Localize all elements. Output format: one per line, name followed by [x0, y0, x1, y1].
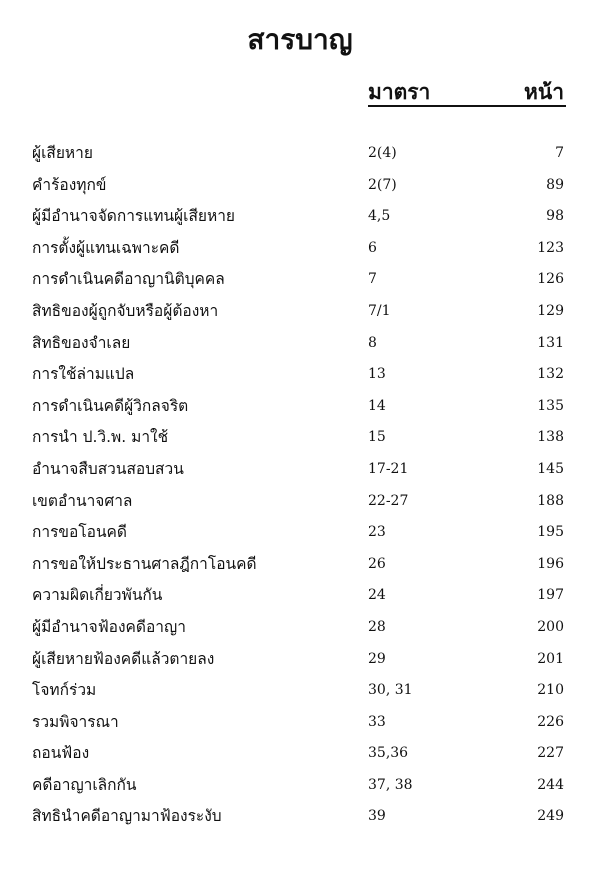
toc-entry	[32, 802, 568, 834]
entry-topic: รวมพิจารณา	[32, 712, 119, 731]
entry-topic: การดำเนินคดีอาญานิติบุคคล	[32, 270, 225, 289]
entry-section: 7/1	[368, 302, 391, 319]
entry-topic: การขอให้ประธานศาลฎีกาโอนคดี	[32, 554, 257, 573]
entry-section: 37, 38	[368, 776, 413, 793]
entry-topic: คำร้องทุกข์	[32, 175, 107, 194]
toc-entry	[32, 265, 568, 297]
entry-topic: เขตอำนาจศาล	[32, 491, 133, 510]
toc-entry	[32, 487, 568, 519]
entry-section: 8	[368, 334, 377, 351]
entry-topic: สิทธินำคดีอาญามาฟ้องระงับ	[32, 807, 222, 826]
entry-topic: คดีอาญาเลิกกัน	[32, 775, 137, 794]
entry-page-number: 249	[537, 808, 564, 825]
entry-page-number: 126	[537, 271, 564, 288]
toc-entry	[32, 613, 568, 645]
entry-topic: การดำเนินคดีผู้วิกลจริต	[32, 396, 189, 415]
entry-section: 35,36	[368, 745, 409, 762]
entry-page-number: 135	[537, 397, 564, 414]
entry-topic: โจทก์ร่วม	[32, 681, 97, 700]
entry-section: 24	[368, 587, 386, 604]
toc-entry	[32, 645, 568, 677]
toc-entry	[32, 771, 568, 803]
entry-section: 2(4)	[368, 145, 397, 161]
toc-entry	[32, 423, 568, 455]
entry-page-number: 226	[537, 713, 564, 730]
entry-page-number: 195	[537, 524, 564, 541]
toc-entry	[32, 139, 568, 171]
entry-topic: อำนาจสืบสวนสอบสวน	[32, 459, 184, 478]
toc-entry	[32, 329, 568, 361]
toc-entry	[32, 455, 568, 487]
entry-page-number: 188	[537, 492, 564, 509]
entry-section: 23	[368, 524, 386, 541]
entry-section: 7	[368, 271, 377, 288]
entry-section: 13	[368, 366, 386, 383]
page-title: สารบาญ	[247, 23, 353, 56]
toc-entry	[32, 550, 568, 582]
entry-topic: สิทธิของจำเลย	[32, 333, 131, 352]
entry-topic: ผู้มีอำนาจจัดการแทนผู้เสียหาย	[32, 207, 235, 226]
entry-topic: การใช้ล่ามแปล	[32, 365, 135, 384]
entry-page-number: 227	[537, 745, 564, 762]
entry-section: 29	[368, 650, 386, 667]
entry-section: 26	[368, 555, 386, 572]
entry-topic: ผู้เสียหาย	[32, 144, 93, 162]
toc-list	[32, 139, 568, 834]
entry-section: 14	[368, 397, 386, 414]
entry-page-number: 89	[546, 176, 564, 193]
entry-page-number: 98	[546, 208, 564, 225]
toc-entry	[32, 708, 568, 740]
entry-topic: สิทธิของผู้ถูกจับหรือผู้ต้องหา	[32, 301, 219, 320]
entry-section: 15	[368, 429, 386, 446]
header-underline	[368, 105, 566, 107]
entry-page-number: 123	[537, 239, 564, 256]
toc-entry	[32, 360, 568, 392]
entry-section: 30, 31	[368, 682, 413, 699]
entry-topic: ผู้เสียหายฟ้องคดีแล้วตายลง	[32, 649, 215, 668]
entry-page-number: 210	[537, 682, 564, 699]
entry-page-number: 196	[537, 555, 564, 572]
toc-entry	[32, 392, 568, 424]
entry-section: 17-21	[368, 460, 409, 477]
entry-section: 33	[368, 713, 386, 730]
section-column-header: มาตรา	[368, 80, 431, 104]
entry-section: 2(7)	[368, 176, 397, 193]
toc-entry	[32, 297, 568, 329]
entry-topic: ความผิดเกี่ยวพันกัน	[32, 586, 163, 605]
entry-page-number: 131	[537, 334, 564, 351]
entry-topic: การตั้งผู้แทนเฉพาะคดี	[32, 238, 180, 257]
toc-entry	[32, 581, 568, 613]
entry-topic: ผู้มีอำนาจฟ้องคดีอาญา	[32, 617, 186, 636]
entry-page-number: 244	[537, 776, 564, 793]
entry-section: 22-27	[368, 492, 409, 509]
toc-entry	[32, 739, 568, 771]
toc-entry	[32, 171, 568, 203]
entry-topic: ถอนฟ้อง	[32, 744, 90, 763]
entry-section: 6	[368, 239, 377, 256]
entry-page-number: 201	[537, 650, 564, 667]
entry-page-number: 129	[537, 302, 564, 319]
toc-entry	[32, 202, 568, 234]
entry-page-number: 138	[537, 429, 564, 446]
entry-page-number: 197	[537, 587, 564, 604]
entry-section: 39	[368, 808, 386, 825]
entry-page-number: 7	[555, 145, 564, 161]
entry-topic: การขอโอนคดี	[32, 523, 127, 542]
entry-section: 4,5	[368, 208, 391, 225]
toc-entry	[32, 518, 568, 550]
entry-page-number: 145	[537, 460, 564, 477]
page-column-header: หน้า	[524, 80, 564, 104]
entry-page-number: 132	[537, 366, 564, 383]
entry-page-number: 200	[537, 618, 564, 635]
toc-entry	[32, 234, 568, 266]
entry-section: 28	[368, 618, 386, 635]
toc-entry	[32, 676, 568, 708]
entry-topic: การนำ ป.วิ.พ. มาใช้	[32, 428, 169, 447]
